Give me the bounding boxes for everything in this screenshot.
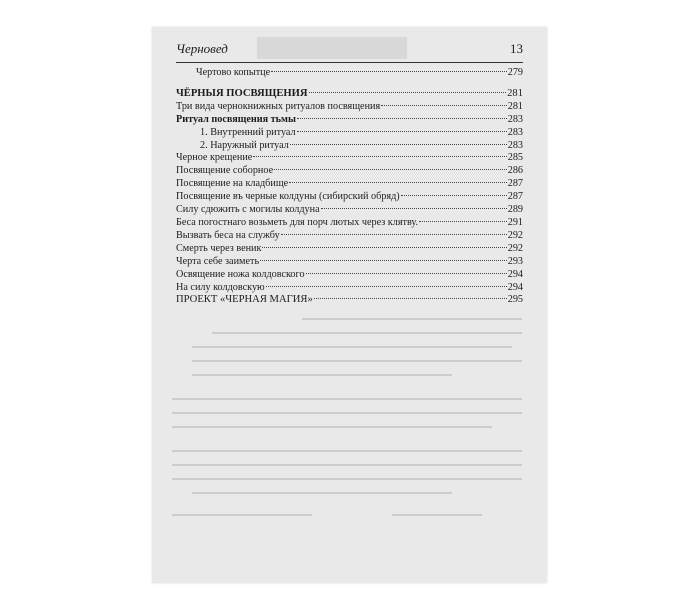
toc-entry-page: 283 (507, 126, 523, 138)
toc-entry-label: Смерть через веник (176, 242, 262, 254)
toc-entry (176, 256, 523, 269)
leader-dots (260, 259, 507, 261)
table-of-contents (176, 67, 523, 307)
leader-dots (281, 233, 507, 235)
leader-dots (401, 194, 507, 196)
toc-entry (176, 269, 523, 282)
toc-entry-label: Черта себе заиметь (176, 255, 260, 267)
toc-entry-page: 293 (507, 255, 523, 267)
toc-entry-page: 287 (507, 191, 523, 203)
toc-entry (176, 165, 523, 178)
leader-dots (274, 168, 507, 170)
leader-dots (262, 246, 506, 248)
header-rule (176, 62, 523, 63)
leader-dots (419, 220, 507, 222)
toc-entry (176, 282, 523, 295)
leader-dots (381, 104, 507, 106)
toc-entry-page: 291 (507, 216, 523, 228)
toc-entry-label: 1. Внутренний ритуал (200, 126, 296, 138)
toc-entry-label: Освящение ножа колдовского (176, 268, 305, 280)
toc-entry-page: 294 (507, 268, 523, 280)
toc-section-page: 281 (507, 87, 523, 99)
toc-entry (176, 178, 523, 191)
toc-entry-label: На силу колдовскую (176, 281, 265, 293)
toc-entry-label: Посвящение соборное (176, 165, 274, 177)
toc-entry-page: 283 (507, 139, 523, 151)
toc-entry-label: 2. Наружный ритуал (200, 139, 289, 151)
running-title: Черновед (176, 41, 228, 56)
toc-entry-list (176, 101, 523, 295)
page-number: 13 (510, 41, 523, 56)
leader-dots (306, 272, 507, 274)
toc-entry (176, 243, 523, 256)
book-page (152, 27, 547, 583)
toc-entry (176, 101, 523, 114)
toc-entry-label: Посвящение на кладбище (176, 178, 289, 190)
toc-section-label: ЧЁРНЫЯ ПОСВЯЩЕНИЯ (176, 87, 308, 99)
toc-entry (176, 152, 523, 165)
toc-entry-page: 292 (507, 229, 523, 241)
toc-entry-label: Вызвать беса на службу (176, 229, 280, 241)
leader-dots (321, 207, 507, 209)
toc-entry (176, 67, 523, 80)
toc-entry-page: 285 (507, 152, 523, 164)
leader-dots (309, 91, 507, 93)
toc-section-heading (176, 88, 523, 101)
toc-entry-page: 294 (507, 281, 523, 293)
toc-entry-page: 286 (507, 165, 523, 177)
toc-entry-page: 283 (507, 113, 523, 125)
toc-entry-page: 295 (507, 294, 523, 306)
leader-dots (253, 155, 506, 157)
toc-entry (176, 191, 523, 204)
toc-entry (176, 204, 523, 217)
toc-entry (176, 217, 523, 230)
leader-dots (297, 130, 507, 132)
toc-entry-label: Силу сдюжить с могилы колдуна (176, 204, 320, 216)
toc-entry-page: 281 (507, 100, 523, 112)
toc-entry-label: Три вида чернокнижных ритуалов посвящения (176, 100, 381, 112)
leader-dots (297, 117, 507, 119)
toc-entry-label: Ритуал посвящения тьмы (176, 113, 296, 125)
toc-entry-label: Посвящение въ черные колдуны (сибирский обряд) (176, 191, 400, 203)
toc-entry-last (176, 294, 523, 307)
toc-entry-page: 287 (507, 178, 523, 190)
toc-entry (176, 114, 523, 127)
leader-dots (266, 285, 507, 287)
running-header (176, 41, 523, 57)
toc-entry-label: Черное крещение (176, 152, 253, 164)
toc-entry-page: 289 (507, 204, 523, 216)
toc-entry-label: Чертово копытце (196, 67, 271, 78)
toc-entry (176, 230, 523, 243)
toc-entry-page: 279 (507, 67, 523, 78)
leader-dots (271, 70, 507, 72)
leader-dots (314, 297, 507, 299)
toc-entry-label: Беса погостнаго возьметь для порч лютых через клятву. (176, 216, 419, 228)
toc-entry-page: 292 (507, 242, 523, 254)
leader-dots (289, 181, 507, 183)
toc-entry (176, 140, 523, 153)
toc-entry-label: ПРОЕКТ «ЧЕРНАЯ МАГИЯ» (176, 294, 313, 306)
leader-dots (290, 143, 507, 145)
toc-entry (176, 127, 523, 140)
